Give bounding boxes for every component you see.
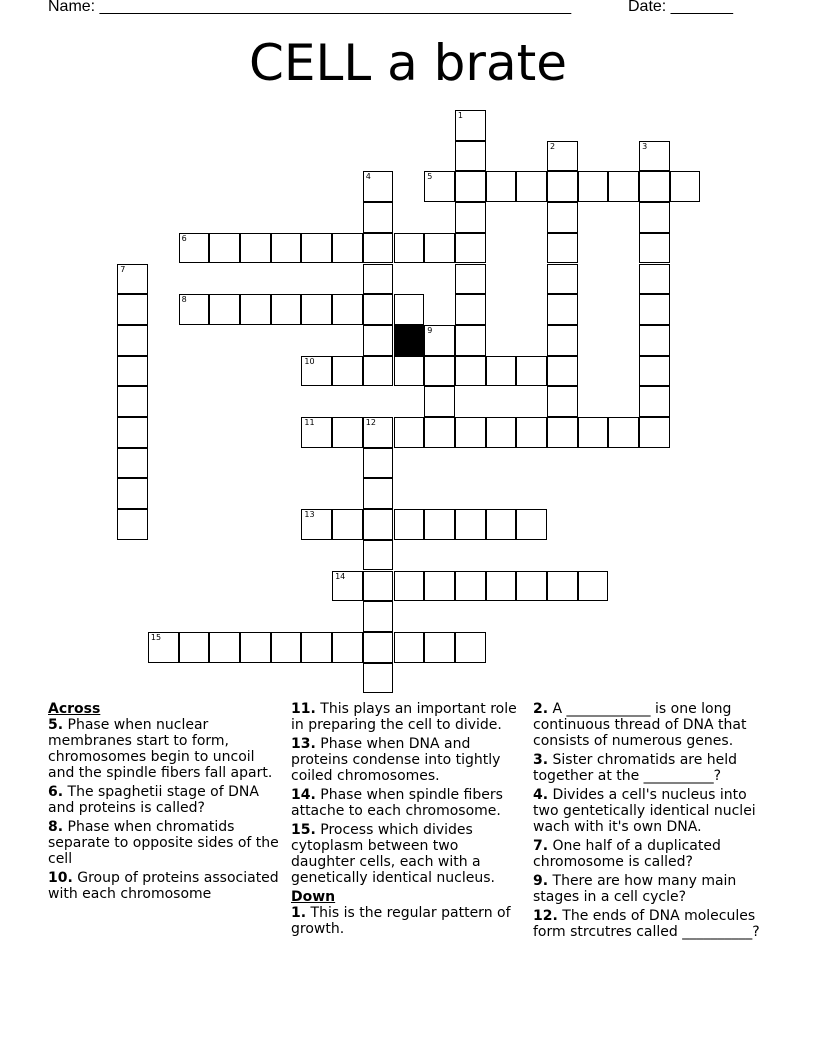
grid-cell[interactable] xyxy=(363,294,394,325)
grid-cell[interactable] xyxy=(639,264,670,295)
grid-cell[interactable] xyxy=(516,571,547,602)
grid-cell[interactable] xyxy=(486,571,517,602)
grid-cell[interactable] xyxy=(117,448,148,479)
grid-cell[interactable] xyxy=(486,171,517,202)
grid-cell[interactable] xyxy=(639,417,670,448)
clue-number: 15. xyxy=(291,822,316,838)
date-field-label: Date: _______ xyxy=(628,0,733,15)
grid-cell[interactable] xyxy=(608,171,639,202)
clue-number-label: 7 xyxy=(120,264,126,274)
grid-cell[interactable] xyxy=(332,571,363,602)
grid-cell[interactable] xyxy=(670,171,701,202)
clue-text: Divides a cell's nucleus into two gentetically identical nuclei wach with it's own DNA. xyxy=(533,787,756,835)
grid-cell[interactable] xyxy=(363,478,394,509)
clue-number: 10. xyxy=(48,870,73,886)
grid-cell[interactable] xyxy=(363,264,394,295)
grid-cell[interactable] xyxy=(424,417,455,448)
black-square xyxy=(394,325,425,356)
grid-cell[interactable] xyxy=(332,509,363,540)
grid-cell[interactable] xyxy=(117,264,148,295)
grid-cell[interactable] xyxy=(148,632,179,663)
grid-cell[interactable] xyxy=(639,202,670,233)
grid-cell[interactable] xyxy=(455,417,486,448)
grid-cell[interactable] xyxy=(301,509,332,540)
grid-cell[interactable] xyxy=(455,356,486,387)
clue-number: 3. xyxy=(533,752,549,768)
clue-down-2 xyxy=(533,701,773,749)
grid-cell[interactable] xyxy=(455,571,486,602)
clue-number-label: 8 xyxy=(181,295,187,305)
clue-number: 2. xyxy=(533,701,549,717)
puzzle-title: CELL a brate xyxy=(249,34,567,92)
grid-cell[interactable] xyxy=(455,294,486,325)
grid-cell[interactable] xyxy=(516,356,547,387)
clue-text: One half of a duplicated chromosome is called? xyxy=(533,838,721,870)
grid-cell[interactable] xyxy=(117,325,148,356)
grid-cell[interactable] xyxy=(240,294,271,325)
grid-cell[interactable] xyxy=(363,540,394,571)
grid-cell[interactable] xyxy=(363,202,394,233)
clue-number-label: 1 xyxy=(457,111,463,120)
grid-cell[interactable] xyxy=(117,509,148,540)
grid-cell[interactable] xyxy=(363,571,394,602)
grid-cell[interactable] xyxy=(578,571,609,602)
grid-cell[interactable] xyxy=(547,356,578,387)
grid-cell[interactable] xyxy=(639,233,670,264)
grid-cell[interactable] xyxy=(578,171,609,202)
grid-cell[interactable] xyxy=(547,141,578,172)
across-heading: Across xyxy=(48,701,101,717)
grid-cell[interactable] xyxy=(516,171,547,202)
grid-cell[interactable] xyxy=(547,264,578,295)
clue-number: 4. xyxy=(533,787,549,803)
grid-cell[interactable] xyxy=(547,294,578,325)
grid-cell[interactable] xyxy=(363,448,394,479)
grid-cell[interactable] xyxy=(547,233,578,264)
clue-across-5 xyxy=(48,717,284,781)
clue-number: 7. xyxy=(533,838,549,854)
clue-number-label: 14 xyxy=(335,571,346,581)
clue-down-3 xyxy=(533,752,773,784)
clue-number-label: 9 xyxy=(427,325,433,335)
grid-cell[interactable] xyxy=(332,356,363,387)
grid-cell[interactable] xyxy=(455,325,486,356)
clues-column-2 xyxy=(291,701,523,940)
grid-cell[interactable] xyxy=(578,417,609,448)
grid-cell[interactable] xyxy=(424,571,455,602)
grid-cell[interactable] xyxy=(486,356,517,387)
clue-down-9 xyxy=(533,873,773,905)
grid-cell[interactable] xyxy=(639,171,670,202)
grid-cell[interactable] xyxy=(394,356,425,387)
clue-number-label: 13 xyxy=(304,510,315,520)
grid-cell[interactable] xyxy=(455,141,486,172)
grid-cell[interactable] xyxy=(209,294,240,325)
grid-cell[interactable] xyxy=(547,325,578,356)
clue-across-14 xyxy=(291,787,523,819)
grid-cell[interactable] xyxy=(639,356,670,387)
grid-cell[interactable] xyxy=(301,417,332,448)
grid-cell[interactable] xyxy=(301,233,332,264)
clue-number-label: 3 xyxy=(642,141,648,151)
clue-down-7 xyxy=(533,838,773,870)
clue-number: 12. xyxy=(533,908,558,924)
grid-cell[interactable] xyxy=(363,632,394,663)
grid-cell[interactable] xyxy=(363,663,394,694)
clues-column-1 xyxy=(48,701,284,905)
grid-cell[interactable] xyxy=(209,233,240,264)
clue-across-8 xyxy=(48,819,284,867)
grid-cell[interactable] xyxy=(424,171,455,202)
grid-cell[interactable] xyxy=(608,417,639,448)
grid-cell[interactable] xyxy=(240,233,271,264)
grid-cell[interactable] xyxy=(486,417,517,448)
grid-cell[interactable] xyxy=(363,417,394,448)
clue-number: 6. xyxy=(48,784,64,800)
clue-number-label: 5 xyxy=(427,172,433,182)
clue-across-10 xyxy=(48,870,284,902)
grid-cell[interactable] xyxy=(117,356,148,387)
grid-cell[interactable] xyxy=(301,632,332,663)
clue-number: 5. xyxy=(48,717,64,733)
clue-down-1 xyxy=(291,905,523,937)
clue-number: 13. xyxy=(291,736,316,752)
clue-number-label: 12 xyxy=(365,418,376,427)
clue-number: 9. xyxy=(533,873,549,889)
grid-cell[interactable] xyxy=(639,325,670,356)
grid-cell[interactable] xyxy=(363,233,394,264)
grid-cell[interactable] xyxy=(240,632,271,663)
clue-text: The ends of DNA molecules form strcutres called __________? xyxy=(533,908,760,940)
clue-text: Phase when chromatids separate to opposite sides of the cell xyxy=(48,819,279,867)
clue-number-label: 10 xyxy=(304,356,315,366)
clue-text: There are how many main stages in a cell cycle? xyxy=(533,873,737,905)
clue-across-6 xyxy=(48,784,284,816)
grid-cell[interactable] xyxy=(332,632,363,663)
clue-number: 14. xyxy=(291,787,316,803)
grid-cell[interactable] xyxy=(455,632,486,663)
clue-text: Sister chromatids are held together at the __________? xyxy=(533,752,738,784)
clue-text: Process which divides cytoplasm between two daughter cells, each with a genetically identical nucleus. xyxy=(291,822,495,886)
grid-cell[interactable] xyxy=(455,509,486,540)
grid-cell[interactable] xyxy=(363,171,394,202)
grid-cell[interactable] xyxy=(516,417,547,448)
grid-cell[interactable] xyxy=(179,632,210,663)
grid-cell[interactable] xyxy=(455,233,486,264)
grid-cell[interactable] xyxy=(363,356,394,387)
grid-cell[interactable] xyxy=(424,386,455,417)
grid-cell[interactable] xyxy=(332,294,363,325)
grid-cell[interactable] xyxy=(639,141,670,172)
grid-cell[interactable] xyxy=(117,294,148,325)
grid-cell[interactable] xyxy=(394,294,425,325)
grid-cell[interactable] xyxy=(271,632,302,663)
clue-text: A ____________ is one long continuous thread of DNA that consists of numerous genes. xyxy=(533,701,747,749)
clue-text: The spaghetii stage of DNA and proteins is called? xyxy=(48,784,259,816)
clue-text: Phase when spindle fibers attache to each chromosome. xyxy=(291,787,503,819)
clue-number-label: 2 xyxy=(550,141,556,151)
grid-cell[interactable] xyxy=(547,571,578,602)
clue-text: Phase when DNA and proteins condense into tightly coiled chromosomes. xyxy=(291,736,501,784)
clue-text: This plays an important role in preparing the cell to divide. xyxy=(291,701,517,733)
clue-number: 8. xyxy=(48,819,64,835)
grid-cell[interactable] xyxy=(424,632,455,663)
grid-cell[interactable] xyxy=(639,386,670,417)
grid-cell[interactable] xyxy=(332,233,363,264)
grid-cell[interactable] xyxy=(301,294,332,325)
clue-number-label: 6 xyxy=(181,233,187,243)
grid-cell[interactable] xyxy=(301,356,332,387)
grid-cell[interactable] xyxy=(179,233,210,264)
grid-cell[interactable] xyxy=(179,294,210,325)
grid-cell[interactable] xyxy=(547,202,578,233)
clue-across-11 xyxy=(291,701,523,733)
grid-cell[interactable] xyxy=(547,417,578,448)
grid-cell[interactable] xyxy=(455,110,486,141)
grid-cell[interactable] xyxy=(332,417,363,448)
grid-cell[interactable] xyxy=(455,171,486,202)
grid-cell[interactable] xyxy=(394,632,425,663)
grid-cell[interactable] xyxy=(117,417,148,448)
down-heading: Down xyxy=(291,889,336,905)
grid-cell[interactable] xyxy=(394,509,425,540)
grid-cell[interactable] xyxy=(394,233,425,264)
grid-cell[interactable] xyxy=(117,478,148,509)
grid-cell[interactable] xyxy=(363,325,394,356)
grid-cell[interactable] xyxy=(424,233,455,264)
clue-text: Group of proteins associated with each chromosome xyxy=(48,870,279,902)
grid-cell[interactable] xyxy=(363,601,394,632)
grid-cell[interactable] xyxy=(455,202,486,233)
grid-cell[interactable] xyxy=(455,264,486,295)
clue-text: Phase when nuclear membranes start to form, chromosomes begin to uncoil and the spindle fibers fall apart. xyxy=(48,717,273,781)
clue-number-label: 11 xyxy=(304,418,315,427)
grid-cell[interactable] xyxy=(117,386,148,417)
clue-text: This is the regular pattern of growth. xyxy=(291,905,511,937)
grid-cell[interactable] xyxy=(271,294,302,325)
grid-cell[interactable] xyxy=(639,294,670,325)
grid-cell[interactable] xyxy=(271,233,302,264)
grid-cell[interactable] xyxy=(547,386,578,417)
clue-across-13 xyxy=(291,736,523,784)
grid-cell[interactable] xyxy=(363,509,394,540)
clues-column-3 xyxy=(533,701,773,943)
grid-cell[interactable] xyxy=(424,509,455,540)
clue-number-label: 4 xyxy=(365,172,371,182)
grid-cell[interactable] xyxy=(424,356,455,387)
name-field-label: Name: _____________________________________________________ xyxy=(48,0,572,15)
grid-cell[interactable] xyxy=(394,417,425,448)
clue-number: 11. xyxy=(291,701,316,717)
clue-number-label: 15 xyxy=(150,632,162,642)
grid-cell[interactable] xyxy=(424,325,455,356)
grid-cell[interactable] xyxy=(547,171,578,202)
grid-cell[interactable] xyxy=(394,571,425,602)
clue-number: 1. xyxy=(291,905,307,921)
grid-cell[interactable] xyxy=(516,509,547,540)
clue-down-4 xyxy=(533,787,773,835)
grid-cell[interactable] xyxy=(209,632,240,663)
grid-cell[interactable] xyxy=(486,509,517,540)
clue-down-12 xyxy=(533,908,773,940)
clue-across-15 xyxy=(291,822,523,886)
